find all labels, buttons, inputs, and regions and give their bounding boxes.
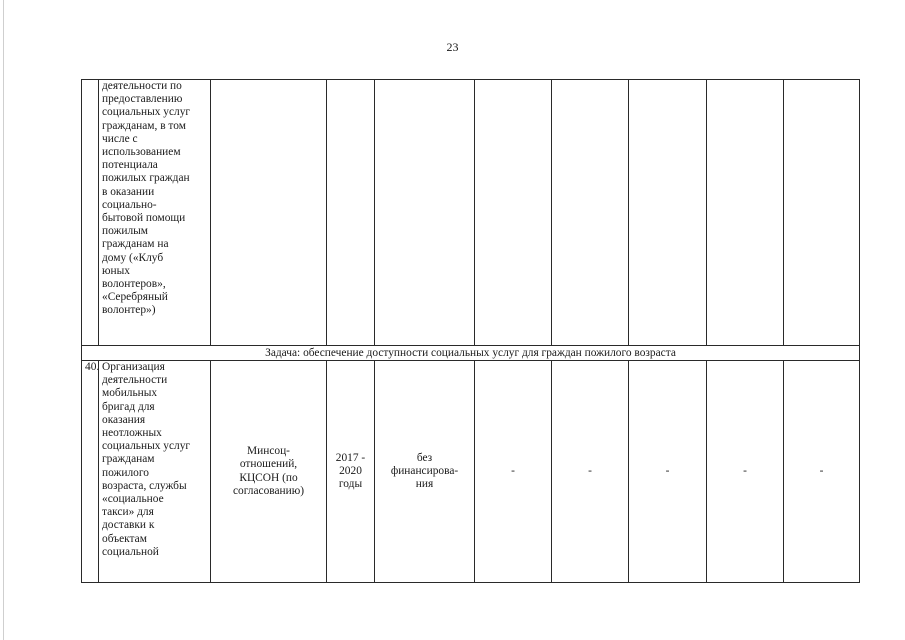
- cell-value: -: [629, 361, 707, 583]
- cell-value: [629, 80, 707, 346]
- measure-description-text: Организация деятельности мобильных бригад для оказания неотложных социальных услуг гражданам пожилого возраста, службы «социальное такси» для доставки к объектам социальной: [102, 361, 191, 558]
- cell-funding: [375, 361, 475, 583]
- executor-text: Минсоц- отношений, КЦСОН (по согласованию): [232, 445, 305, 497]
- cell-value: -: [552, 361, 629, 583]
- cell-value: [552, 80, 629, 346]
- funding-text: без финансирова- ния: [390, 451, 459, 491]
- cell-value: -: [784, 361, 860, 583]
- scan-edge-line: [3, 0, 4, 640]
- cell-executor: [211, 80, 327, 346]
- table-row-40: [82, 361, 860, 583]
- table-row-continuation: [82, 80, 860, 346]
- cell-executor: [211, 361, 327, 583]
- cell-period: [327, 361, 375, 583]
- period-text: 2017 - 2020 годы: [335, 451, 366, 491]
- section-heading: Задача: обеспечение доступности социальных услуг для граждан пожилого возраста: [82, 346, 860, 361]
- cell-description: [99, 361, 211, 583]
- program-measures-table: [81, 79, 860, 583]
- measure-description-text: деятельности по предоставлению социальных услуг гражданам, в том числе с использованием потенциала пожилых граждан в оказании социально- бытовой помощи пожилым гражданам на дому («Клуб юных волонтеров», «Серебряный волонтер»): [102, 80, 191, 317]
- cell-value: [707, 80, 784, 346]
- cell-number: 40.: [82, 361, 99, 583]
- cell-value: -: [707, 361, 784, 583]
- cell-number: [82, 80, 99, 346]
- cell-value: [475, 80, 552, 346]
- cell-funding: [375, 80, 475, 346]
- page-number: 23: [446, 40, 459, 54]
- table-row-section-heading: [82, 346, 860, 361]
- cell-value: -: [475, 361, 552, 583]
- cell-value: [784, 80, 860, 346]
- cell-period: [327, 80, 375, 346]
- cell-description: [99, 80, 211, 346]
